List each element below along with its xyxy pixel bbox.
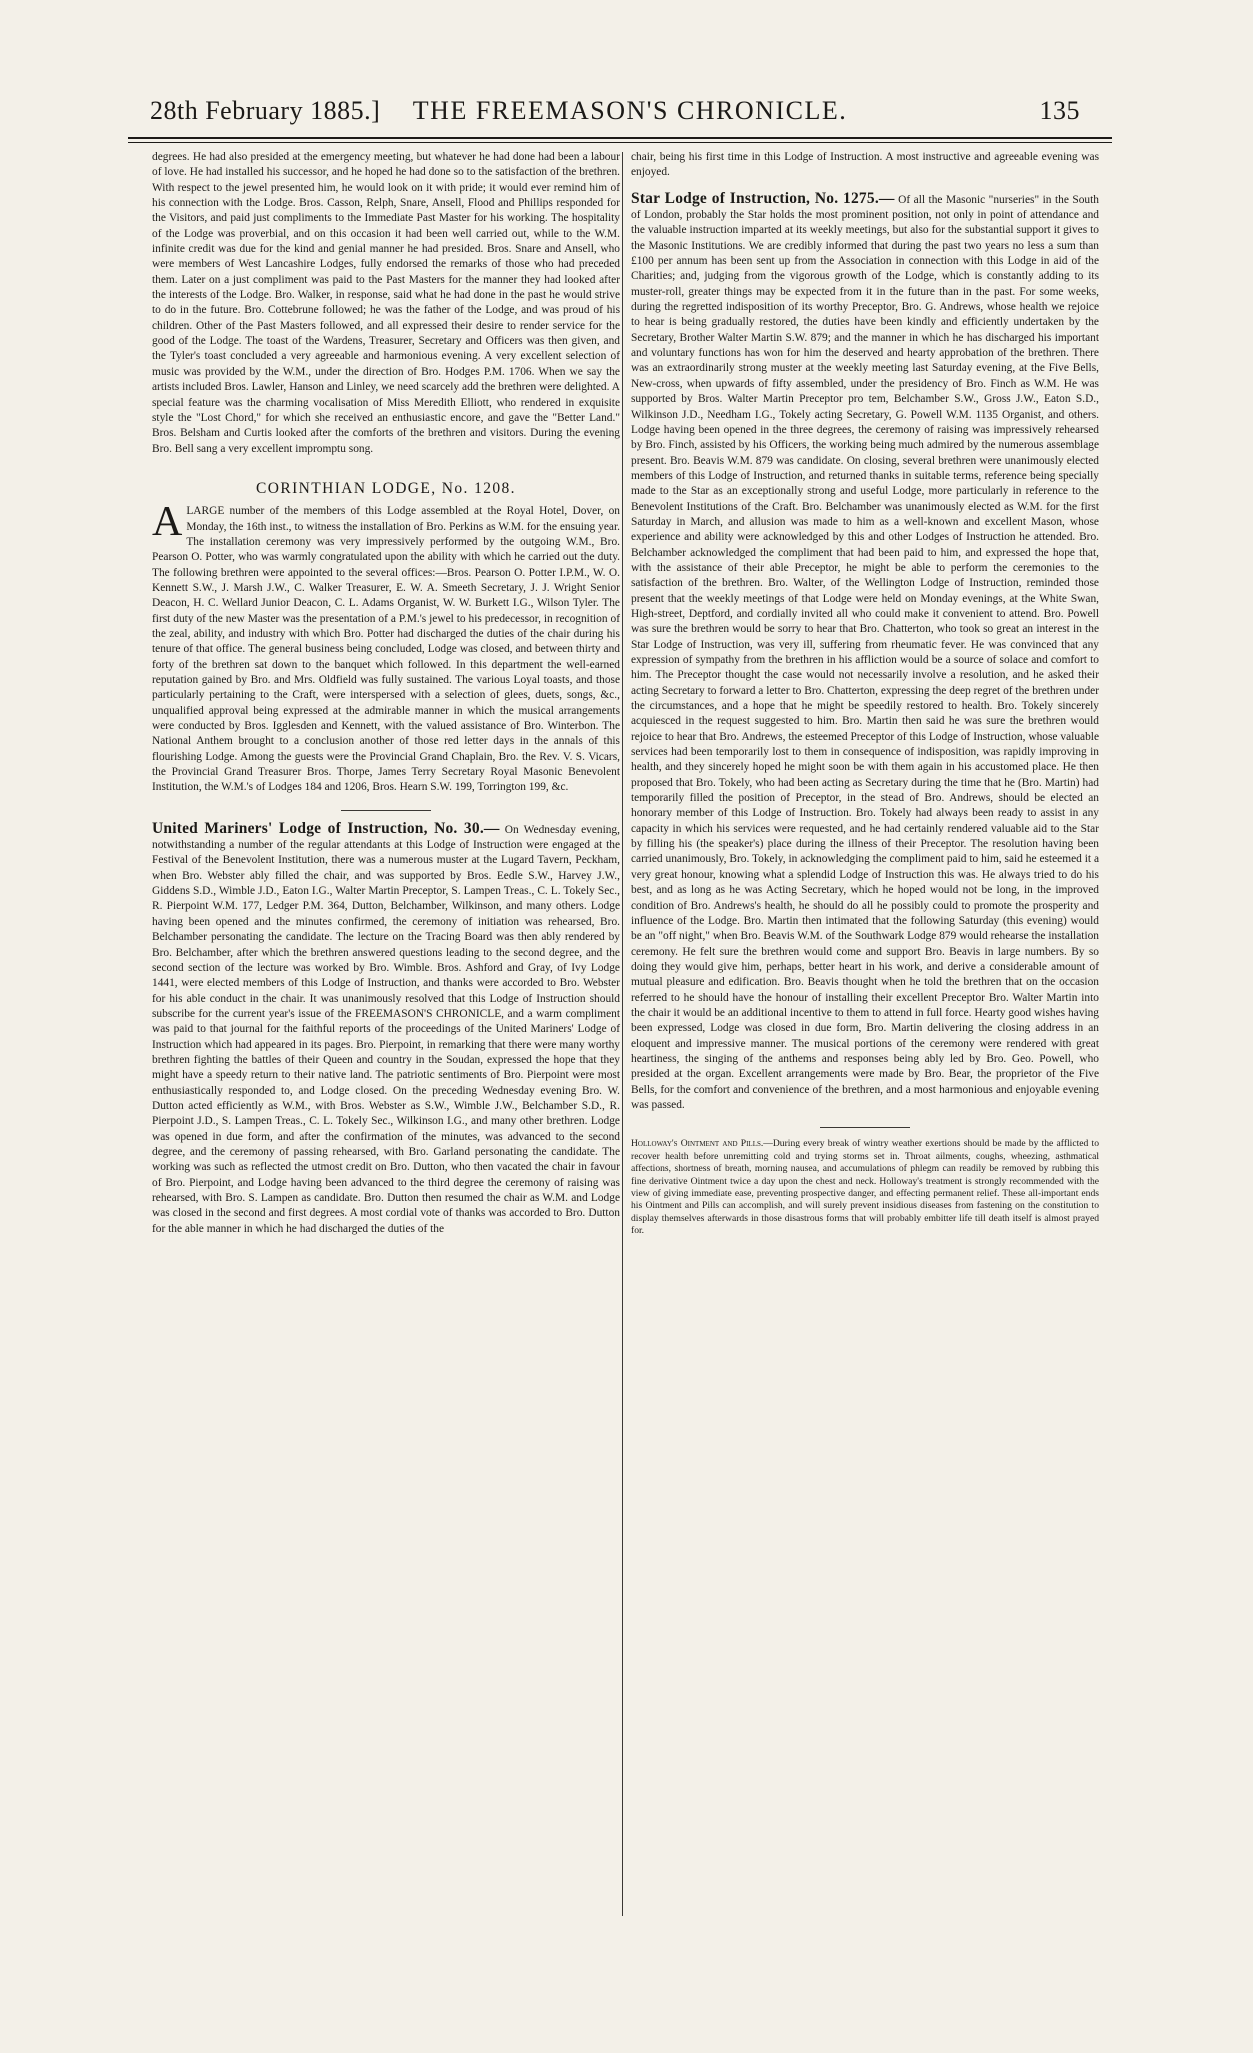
article-continuation: degrees. He had also presided at the emergency meeting, but whatever he had done had been a labour of love. He had installed his successor, and he hoped he had done so to the satisfaction of the brethren. With respect to the jewel presented him, he would look on it with pride; it would ever remind him of his connection with the Lodge. Bros. Casson, Relph, Snare, Ansell, Flood and Phillips responded for the Visitors, and paid just compliments to the Immediate Past Master for his working. The hospitality of the Lodge was proverbial, and on this occasion it had been well carried out, while to the W.M. infinite credit was due for the kind and genial manner he had presided. Bros. Snare and Ansell, who were members of West Lancashire Lodges, fully endorsed the remarks of those who had preceded them. Later on a just compliment was paid to the Past Masters for the manner they had looked after the interests of the Lodge. Bro. Walker, in response, said what he had done in the past he would strive to do in the future. Bro. Cottebrune followed; he was the father of the Lodge, and was proud of his children. Other of the Past Masters followed, and all expressed their desire to render service for the good of the Lodge. The toast of the Wardens, Treasurer, Secretary and Officers was then given, and the Tyler's toast concluded a very agreeable and harmonious evening. A very excellent selection of music was provided by the W.M., under the direction of Bro. Hodges P.M. 1706. When we say the artists included Bros. Lawler, Hanson and Linley, we need scarcely add the brethren were delighted. A special feature was the charming vocalisation of Miss Meredith Elliott, who rendered in exquisite style the "Lost Chord," for which she received an enthusiastic encore, and gave the "Better Land." Bros. Belsham and Curtis looked after the comforts of the brethren and visitors. During the evening Bro. Bell sang a very excellent impromptu song. bbox=[152, 151, 620, 455]
star-lodge-report bbox=[631, 191, 1099, 1114]
left-column bbox=[152, 150, 620, 1237]
star-lodge-body: Of all the Masonic "nurseries" in the South of London, probably the Star holds the most prominent position, not only in point of attendance and the valuable instruction imparted at its weekly meetings, but also for the substantial support it gives to the Masonic Institutions. We are credibly informed that during the past two years no less a sum than £100 per annum has been sent up from the Association in connection with this Lodge in aid of the Charities; and, judging from the vigorous growth of the Lodge, which is constantly adding to its muster-roll, greater things may be expected from it in the future than in the past. For some weeks, during the regretted indisposition of its worthy Preceptor, Bro. G. Andrews, whose health we rejoice to hear is being gradually restored, the duties have been kindly and efficiently undertaken by the Secretary, Brother Walter Martin S.W. 879; and the manner in which he has discharged his important and voluntary functions has won for him the deserved and hearty approbation of the brethren. There was an extraordinarily strong muster at the weekly meeting last Saturday evening, at the Five Bells, New-cross, when upwards of fifty assembled, under the presidency of Bro. Finch as W.M. He was supported by Bros. Walter Martin Preceptor pro tem, Belchamber S.W., Gross J.W., Eaton S.D., Wilkinson J.D., Needham I.G., Tokely acting Secretary, G. Powell W.M. 1135 Organist, and others. Lodge having been opened in the three degrees, the ceremony of raising was impressively rehearsed by Bro. Finch, assisted by his Officers, the working being much admired by the numerous assemblage present. Bro. Beavis W.M. 879 was candidate. On closing, several brethren were unanimously elected members of this Lodge of Instruction, and returned thanks in suitable terms, reference being specially made to the Star as an exceptionally strong and useful Lodge, more particularly in reference to the Benevolent Institutions of the Craft. Bro. Belchamber was unanimously elected as W.M. for the first Saturday in March, and allusion was made to him as a well-known and excellent Mason, whose experience and ability were acknowledged by this and other Lodges of Instruction he attended. Bro. Belchamber acknowledged the compliment that had been paid to him, and expressed the hope that, with the assistance of their able Preceptor, he might be able to perform the ceremonies to the satisfaction of the brethren. Bro. Walter, of the Wellington Lodge of Instruction, reminded those present that the weekly meetings of that Lodge were held on Monday evenings, at the White Swan, High-street, Deptford, and cordially invited all who could make it convenient to attend. Bro. Powell was sure the brethren would be sorry to hear that Bro. Chatterton, who took so great an interest in the Star Lodge of Instruction, was very ill, suffering from rheumatic fever. He was convinced that any expression of sympathy from the brethren in his affliction would be a source of solace and comfort to him. The Preceptor thought the case would not necessarily involve a resolution, and he asked their acting Secretary to forward a letter to Bro. Chatterton, expressing the deep regret of the brethren under the circumstances, and a hope that he might be speedily restored to health. Bro. Tokely sincerely acquiesced in the request suggested to him. Bro. Martin then said he was sure the brethren would rejoice to hear that Bro. Andrews, the esteemed Preceptor of this Lodge of Instruction, whose valuable services had been temporarily lost to them in consequence of indisposition, was rapidly improving in health, and they sincerely hoped he might soon be with them again in his accustomed place. He then proposed that Bro. Tokely, who had been acting as Secretary during the time that he (Bro. Martin) had temporarily filled the position of Preceptor, in the stead of Bro. Andrews, should be elected an honorary member of this Lodge of Instruction. Bro. Tokely had always been ready to assist in any capacity in which his services were requested, and he had certainly rendered valuable aid to the Star by filling his (the speaker's) place during the illness of their Preceptor. The resolution having been carried unanimously, Bro. Tokely, in acknowledging the compliment paid to him, said he esteemed it a very great honour, knowing what a splendid Lodge of Instruction this was. He always tried to do his best, and as long as he was Acting Secretary, which he hoped would not be long, in the improved condition of Bro. Andrews's health, he should do all he possibly could to promote the prosperity and influence of the Lodge. Bro. Martin then intimated that the following Saturday (this evening) would be an "off night," when Bro. Beavis W.M. of the Southwark Lodge 879 would rehearse the installation ceremony. He felt sure the brethren would come and support Bro. Beavis in large numbers. By so doing they would give him, perhaps, better heart in his work, and derive a considerable amount of mutual pleasure and edification. Bro. Beavis thought when he told the brethren that on the occasion referred to he should have the honour of installing their excellent Preceptor Bro. Walter Martin into the chair it would be an additional incentive to them to attend in full force. Hearty good wishes having been expressed, Lodge was closed in due form, Bro. Martin delivering the closing address in an eloquent and impressive manner. The musical portions of the ceremony were rendered with great heartiness, the singing of the anthems and responses being ably led by Bro. Geo. Powell, who presided at the organ. Excellent arrangements were made by Bro. Bear, the proprietor of the Five Bells, for the comfort and convenience of the brethren, and a most harmonious and enjoyable evening was passed. bbox=[631, 193, 1099, 1111]
advert-title: Holloway's Ointment and Pills. bbox=[631, 1138, 764, 1150]
advert-divider bbox=[820, 1127, 910, 1128]
united-mariners-heading: United Mariners' Lodge of Instruction, No. 30.— bbox=[152, 819, 500, 837]
article-conclusion: chair, being his first time in this Lodge of Instruction. A most instructive and agreeable evening was enjoyed. bbox=[631, 151, 1099, 179]
issue-date: 28th February 1885.] bbox=[150, 96, 381, 125]
holloway-advertisement bbox=[631, 1138, 1099, 1237]
star-lodge-heading: Star Lodge of Instruction, No. 1275.— bbox=[631, 189, 895, 207]
right-column bbox=[631, 150, 1099, 1238]
section-divider bbox=[341, 810, 431, 811]
united-mariners-body: On Wednesday evening, notwithstanding a number of the regular attendants at this Lodge of Instruction were engaged at the Festival of the Benevolent Institution, there was a numerous muster at the Lugard Tavern, Peckham, when Bro. Webster ably filled the chair, and was supported by Bros. Eedle S.W., Harvey J.W., Giddens S.D., Wimble J.D., Eaton I.G., Walter Martin Preceptor, S. Lampen Treas., C. L. Tokely Sec., R. Pierpoint W.M. 177, Ledger P.M. 364, Dutton, Belchamber, Wilkinson, and many others. Lodge having been opened and the minutes confirmed, the ceremony of initiation was rehearsed, Bro. Belchamber personating the candidate. The lecture on the Tracing Board was then ably rendered by Bro. Belchamber, after which the brethren answered questions leading to the second degree, and the second section of the lecture was worked by Bro. Wimble. Bros. Ashford and Gray, of Ivy Lodge 1441, were elected members of this Lodge of Instruction, and thanks were accorded to Bro. Webster for his able conduct in the chair. It was unanimously resolved that this Lodge of Instruction should subscribe for the current year's issue of the FREEMASON'S CHRONICLE, and a warm compliment was paid to that journal for the faithful reports of the proceedings of the United Mariners' Lodge of Instruction which had appeared in its pages. Bro. Pierpoint, in remarking that there were many worthy brethren fighting the battles of their Queen and country in the Soudan, expressed the hope that they might have a speedy return to their native land. The patriotic sentiments of Bro. Pierpoint were most enthusiastically responded to, and Lodge closed. On the preceding Wednesday evening Bro. W. Dutton acted efficiently as W.M., with Bros. Webster as S.W., Wimble J.W., Belchamber S.D., R. Pierpoint J.D., S. Lampen Treas., C. L. Tokely Sec., Wilkinson I.G., and many other brethren. Lodge was opened in due form, and after the confirmation of the minutes, was advanced to the second degree, and the ceremony of passing rehearsed, with Bro. Garland personating the candidate. The working was such as reflected the utmost credit on Bro. Dutton, who then vacated the chair in favour of Bro. Pierpoint, and Lodge having been advanced to the third degree the ceremony of raising was rehearsed, with Bro. S. Lampen as candidate. Bro. Dutton then resumed the chair as W.M. and Lodge was closed in the second and first degrees. A most cordial vote of thanks was accorded to Bro. Dutton for the able manner in which he had discharged the duties of the bbox=[152, 823, 620, 1235]
corinthian-lodge-heading: CORINTHIAN LODGE, No. 1208. bbox=[256, 479, 516, 497]
column-divider bbox=[622, 152, 623, 1916]
publication-title: THE FREEMASON'S CHRONICLE. bbox=[412, 96, 848, 125]
header-rule-thin bbox=[128, 142, 1112, 143]
corinthian-lodge-body: LARGE number of the members of this Lodge assembled at the Royal Hotel, Dover, on Monday, the 16th inst., to witness the installation of Bro. Perkins as W.M. for the ensuing year. The installation ceremony was very impressively performed by the outgoing W.M., Bro. Pearson O. Potter, who was warmly congratulated upon the ability with which he carried out the duty. The following brethren were appointed to the several offices:—Bros. Pearson O. Potter I.P.M., W. O. Kennett S.W., J. Marsh J.W., C. Walker Treasurer, E. W. A. Smeeth Secretary, J. J. Wright Senior Deacon, H. C. Wellard Junior Deacon, C. L. Adams Organist, W. W. Burkett I.G., Wilson Tyler. The first duty of the new Master was the presentation of a P.M.'s jewel to his predecessor, in recognition of the zeal, ability, and industry with which Bro. Potter had discharged the duties of the chair during his tenure of that office. The general business being concluded, Lodge was closed, and between thirty and forty of the brethren sat down to the banquet which followed. In this department the well-earned reputation gained by Bro. and Mrs. Oldfield was fully sustained. The various Loyal toasts, and those particularly pertaining to the Craft, were interspersed with a selection of glees, duets, songs, &c., unqualified approval being expressed at the admirable manner in which the musical arrangements were conducted by Bros. Igglesden and Kennett, with the valued assistance of Bro. Winterbon. The National Anthem brought to a conclusion another of those red letter days in the annals of this flourishing Lodge. Among the guests were the Provincial Grand Chaplain, Bro. the Rev. V. S. Vicars, the Provincial Grand Treasurer Bros. Thorpe, James Terry Secretary Royal Masonic Benevolent Institution, the W.M.'s of Lodges 184 and 1206, Bros. Hearn S.W. 199, Torrington 199, &c. bbox=[152, 505, 620, 794]
corinthian-lodge-report bbox=[152, 499, 620, 796]
drop-cap: A bbox=[152, 499, 183, 546]
advert-body: —During every break of wintry weather exertions should be made by the afflicted to recover health before unremitting cold and trying storms set in. Throat ailments, coughs, wheezing, asthmatical affections, shortness of breath, morning nausea, and accumulations of phlegm can readily be removed by rubbing this fine derivative Ointment twice a day upon the chest and neck. Holloway's treatment is strongly recommended with the view of giving immediate ease, preventing prospective danger, and effecting permanent relief. These all-important ends his Ointment and Pills can accomplish, and will surely prevent insidious diseases from fastening on the constitution to display themselves afterwards in those disastrous forms that will probably embitter life till death itself is almost prayed for. bbox=[631, 1138, 1099, 1237]
page-number: 135 bbox=[1039, 96, 1080, 125]
united-mariners-report bbox=[152, 821, 620, 1237]
header-rule bbox=[128, 137, 1112, 139]
page-header bbox=[150, 96, 1080, 136]
